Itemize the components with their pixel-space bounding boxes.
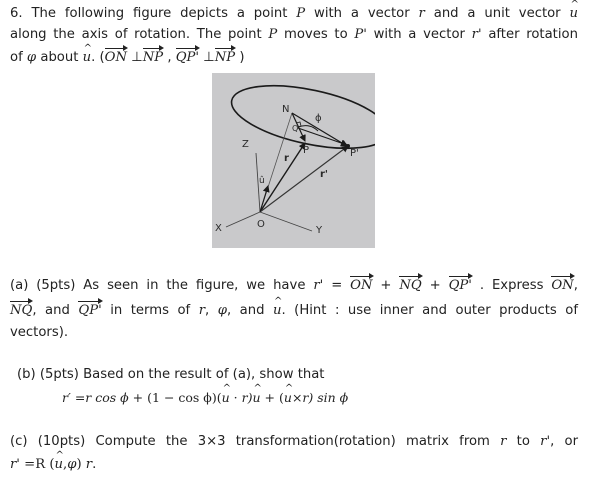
part-a-line-3 bbox=[10, 325, 68, 341]
part-a-line-2 bbox=[10, 303, 578, 319]
part-a-text: , bbox=[205, 303, 210, 318]
eq-term-2a: (1 − cos ϕ)( bbox=[147, 390, 222, 405]
paren-close: ) bbox=[76, 457, 82, 472]
part-a-text: , bbox=[573, 278, 578, 293]
problem-intro-line-1 bbox=[10, 6, 578, 22]
symbol-u-hat: ^ u bbox=[252, 390, 260, 406]
part-c-line-2 bbox=[10, 457, 96, 473]
intro-text: about bbox=[40, 50, 79, 65]
intro-text: moves to bbox=[284, 27, 348, 42]
paren-open: ( bbox=[49, 457, 55, 472]
equals-sign: = bbox=[331, 278, 343, 293]
problem-number: 6. bbox=[10, 6, 23, 21]
symbol-u-hat: ^ u bbox=[83, 50, 92, 66]
symbol-r-prime: r' bbox=[540, 434, 551, 449]
label-phi: ϕ bbox=[315, 113, 322, 124]
part-c-text: to bbox=[516, 434, 530, 449]
part-a-text: in terms of bbox=[110, 303, 191, 318]
symbol-u-hat: ^ u bbox=[55, 457, 64, 473]
perp-symbol: ⊥ bbox=[131, 50, 143, 65]
problem-intro-line-3 bbox=[10, 50, 245, 66]
symbol-r: r bbox=[198, 303, 205, 318]
part-a-text: . Express bbox=[479, 278, 544, 293]
perp-symbol: ⊥ bbox=[203, 50, 215, 65]
vector-ON: ON bbox=[551, 278, 574, 293]
symbol-r-prime: r' bbox=[471, 27, 482, 42]
symbol-phi: φ bbox=[217, 303, 227, 318]
label-N: N bbox=[282, 104, 290, 115]
problem-intro-line-2 bbox=[10, 27, 578, 43]
symbol-u-hat: ^ u bbox=[222, 390, 230, 406]
symbol-P: P bbox=[268, 27, 278, 42]
intro-text: , bbox=[167, 50, 172, 65]
part-b-text: (b) (5pts) Based on the result of (a), show that bbox=[17, 367, 325, 382]
vector-NQ: NQ bbox=[10, 303, 33, 318]
y-axis bbox=[260, 212, 312, 231]
vector-QP-prime: QP' bbox=[78, 303, 102, 318]
vector-QP-prime: QP' bbox=[448, 278, 472, 293]
part-c-text: , or bbox=[550, 434, 579, 449]
eq-term-3a: ( bbox=[278, 390, 284, 405]
rotation-figure bbox=[212, 73, 375, 248]
part-a-text: , and bbox=[32, 303, 70, 318]
intro-text: with a vector bbox=[373, 27, 465, 42]
label-r: r bbox=[284, 153, 289, 164]
symbol-P: P bbox=[296, 6, 306, 21]
vector-ON: ON bbox=[104, 50, 128, 65]
label-Q: Q bbox=[292, 124, 299, 133]
intro-text: along the axis of rotation. The point bbox=[10, 27, 262, 42]
label-P-prime: P' bbox=[350, 148, 359, 159]
part-a-text: . (Hint : use inner and outer products of bbox=[281, 303, 578, 318]
symbol-u-hat: ^ u bbox=[569, 6, 578, 22]
label-P: P bbox=[303, 145, 310, 156]
vector-ON: ON bbox=[350, 278, 373, 293]
intro-text: after rotation bbox=[488, 27, 578, 42]
intro-text: The following figure depicts a point bbox=[31, 6, 288, 21]
cross-operator: × bbox=[291, 390, 303, 405]
symbol-r: r bbox=[500, 434, 507, 449]
vector-QP-prime: QP' bbox=[175, 50, 200, 65]
plus-sign: + bbox=[132, 390, 144, 405]
segment-QP-prime bbox=[298, 128, 347, 145]
x-axis bbox=[226, 212, 260, 227]
part-c-text: (c) (10pts) Compute the 3×3 transformation(rotation) matrix from bbox=[10, 434, 490, 449]
intro-text: . ( bbox=[91, 50, 105, 65]
label-u-hat: û bbox=[259, 176, 265, 186]
part-a-text: vectors). bbox=[10, 325, 69, 340]
label-r-prime: r' bbox=[320, 169, 328, 180]
vector-NQ: NQ bbox=[399, 278, 422, 293]
part-c-line-1 bbox=[10, 434, 578, 450]
symbol-phi: φ bbox=[67, 457, 77, 472]
dot-operator: · bbox=[233, 390, 238, 405]
equals-sign: = bbox=[24, 457, 36, 472]
unit-vector-u-line bbox=[260, 186, 268, 212]
part-a-text: (a) (5pts) As seen in the figure, we have bbox=[10, 278, 306, 293]
symbol-P-prime: P' bbox=[354, 27, 367, 42]
eq-term-3b: r) sin ϕ bbox=[302, 390, 349, 405]
vector-r-line bbox=[260, 143, 305, 212]
period: . bbox=[92, 457, 97, 472]
label-O: O bbox=[257, 219, 265, 230]
plus-sign: + bbox=[380, 278, 392, 293]
intro-text: ) bbox=[239, 50, 245, 65]
plus-sign: + bbox=[429, 278, 441, 293]
part-b-equation bbox=[62, 390, 348, 406]
eq-lhs: r′ bbox=[62, 390, 71, 405]
part-a-text: , and bbox=[226, 303, 265, 318]
symbol-phi: φ bbox=[26, 50, 37, 65]
part-b-label bbox=[17, 367, 324, 383]
vector-NP: NP bbox=[142, 50, 164, 65]
eq-term-1: r cos ϕ bbox=[85, 390, 129, 405]
plus-sign: + bbox=[264, 390, 275, 405]
symbol-R: R bbox=[35, 457, 46, 472]
symbol-u-hat: ^ u bbox=[273, 303, 282, 319]
symbol-r: r bbox=[85, 457, 93, 472]
part-a-line-1 bbox=[10, 278, 578, 294]
symbol-r: r bbox=[418, 6, 425, 21]
comma: , bbox=[63, 457, 68, 472]
symbol-u-hat: ^ u bbox=[284, 390, 292, 406]
label-Z: Z bbox=[242, 139, 249, 150]
intro-text: of bbox=[10, 50, 23, 65]
vector-NP: NP bbox=[214, 50, 236, 65]
label-X: X bbox=[215, 223, 222, 234]
intro-text: with a vector bbox=[314, 6, 410, 21]
intro-text: and a unit vector bbox=[433, 6, 561, 21]
symbol-r-prime: r' bbox=[10, 457, 20, 472]
equals-sign: = bbox=[74, 390, 86, 405]
label-Y: Y bbox=[316, 225, 323, 236]
symbol-r-prime: r' bbox=[313, 278, 324, 293]
eq-term-2b: r) bbox=[241, 390, 253, 405]
rotation-diagram bbox=[212, 73, 375, 248]
